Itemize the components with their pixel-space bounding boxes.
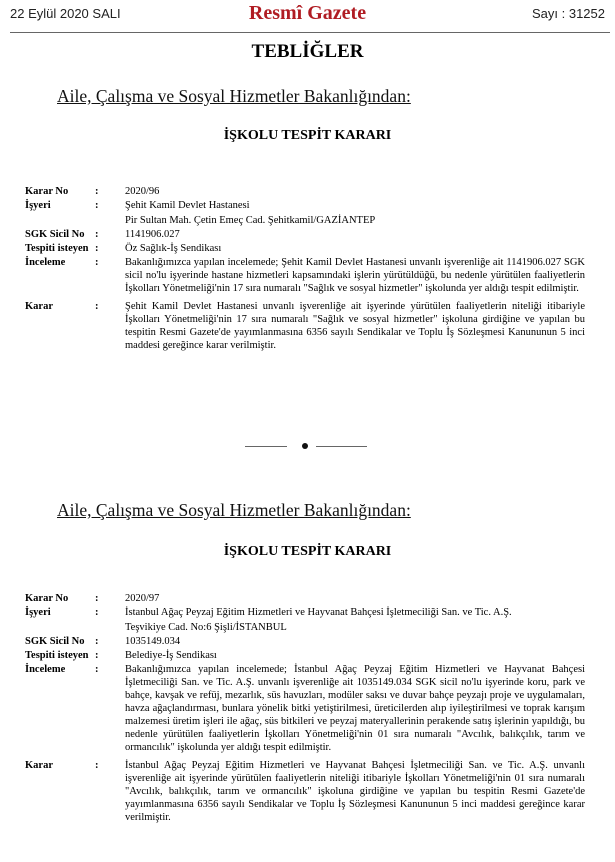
separator-line [316,446,367,447]
field-colon: : [95,243,99,254]
field-karar [25,300,585,352]
separator-dot-icon [302,443,308,449]
field-value: 1035149.034 [125,636,181,647]
issue-number: Sayı : 31252 [532,6,605,21]
field-inceleme [25,663,585,754]
field-label: Karar [25,301,53,312]
field-inceleme [25,256,585,295]
field-value-group [125,199,585,227]
separator-line [245,446,287,447]
field-colon: : [95,636,99,647]
field-label: Karar No [25,186,69,197]
gazette-header [0,0,615,34]
gazette-title: Resmî Gazete [248,2,367,24]
field-label: Tespiti isteyen [25,243,89,254]
field-value: 1141906.027 [125,229,180,240]
field-label: SGK Sicil No [25,636,85,647]
field-karar-no [25,592,585,605]
field-value: 2020/97 [125,593,160,604]
field-label: İşyeri [25,607,51,618]
field-tespiti-isteyen [25,649,585,662]
field-label: İşyeri [25,200,51,211]
field-colon: : [95,301,99,312]
field-colon: : [95,760,99,771]
field-label: Karar [25,760,53,771]
field-value: Belediye-İş Sendikası [125,650,217,661]
field-colon: : [95,229,99,240]
field-value: Bakanlığımızca yapılan incelemede; İstanbul Ağaç Peyzaj Eğitim Hizmetleri ve Hayvanat Bahçesi İşletmeciliği San. ve Tic. A.Ş. unvanlı işverenliğe ait 1035149.034 SGK sicil no'lu işyerinde koru, park ve bahçe, kavşak ve refüj, mezarlık, süs havuzları, modüler saksı ve duvar bahçe peyzajı proje ve uygulamaları, havza ağaçlandırması, bunlara yönelik bitki yetiştirilmesi, üreticilerden alıp iyileştirilmesi ve toprak karışım malzemesi üretim işleri ile ağaç, süs bitkileri ve peyzaj materyallerinin perakende satış işlerinin yapıldığı, bu nedenle yürütülen faaliyetlerin İşkolları Yönetmeliği'nin 01 sıra numaralı "Avcılık, balıkçılık, tarım ve ormancılık" işkolunda yer aldığı tespit edilmiştir. [125,664,585,753]
decision-title: İŞKOLU TESPİT KARARI [223,128,392,143]
field-colon: : [95,607,99,618]
field-isyeri [25,199,585,227]
field-colon: : [95,650,99,661]
field-label: Tespiti isteyen [25,650,89,661]
field-colon: : [95,257,99,268]
field-colon: : [95,186,99,197]
field-label: Karar No [25,593,69,604]
field-label: İnceleme [25,664,66,675]
field-value: 2020/96 [125,186,160,197]
field-isyeri [25,606,585,634]
field-label: SGK Sicil No [25,229,85,240]
field-value: Şehit Kamil Devlet Hastanesi [125,200,250,211]
field-colon: : [95,200,99,211]
field-value-group [125,606,585,634]
field-karar [25,759,585,824]
field-address: Pir Sultan Mah. Çetin Emeç Cad. Şehitkamil/GAZİANTEP [125,215,376,226]
field-tespiti-isteyen [25,242,585,255]
section-title: TEBLİĞLER [251,41,364,62]
field-label: İnceleme [25,257,66,268]
field-colon: : [95,593,99,604]
field-address: Teşvikiye Cad. No:6 Şişli/İSTANBUL [125,622,287,633]
field-value: Şehit Kamil Devlet Hastanesi unvanlı işverenliğe ait işyerinde yürütülen faaliyetlerin niteliği itibariyle İşkolları Yönetmeliği'nin 17 sıra numaralı "Sağlık ve sosyal hizmetler" işkoluna girdiğine ve yapılan bu tespitin Resmi Gazete'de yayımlanmasına 6356 sayılı Sendikalar ve Toplu İş Sözleşmesi Kanununun 5 inci maddesi gereğince karar verilmiştir. [125,301,585,351]
ministry-heading: Aile, Çalışma ve Sosyal Hizmetler Bakanlığından: [57,86,411,106]
ministry-heading: Aile, Çalışma ve Sosyal Hizmetler Bakanlığından: [57,500,411,520]
decision-title: İŞKOLU TESPİT KARARI [223,544,392,559]
section-separator [0,440,615,452]
decision-fields [25,592,585,825]
field-sgk [25,228,585,241]
field-sgk [25,635,585,648]
decision-fields [25,185,585,353]
field-karar-no [25,185,585,198]
field-value: İstanbul Ağaç Peyzaj Eğitim Hizmetleri ve Hayvanat Bahçesi İşletmeciliği San. ve Tic. A.Ş. unvanlı işverenliğe ait işyerinde yürütülen faaliyetlerin niteliği itibariyle İşkolları Yönetmeliği'nin 01 sıra numaralı "Avcılık, balıkçılık, tarım ve ormancılık" işkoluna girdiğine ve yapılan bu tespitin Resmi Gazete'de yayımlanmasına 6356 sayılı Sendikalar ve Toplu İş Sözleşmesi Kanununun 5 inci maddesi gereğince karar verilmiştir. [125,760,585,823]
field-value: Öz Sağlık-İş Sendikası [125,243,222,254]
field-colon: : [95,664,99,675]
header-divider [10,32,610,33]
field-value: Bakanlığımızca yapılan incelemede; Şehit Kamil Devlet Hastanesi unvanlı işverenliğe ait 1141906.027 SGK sicil no'lu işyerinde hastane hizmetleri kapsamındaki işlerin yürütüldüğü, bu nedenle yürütülen faaliyetlerin İşkolları Yönetmeliği'nin 17 sıra numaralı "Sağlık ve sosyal hizmetler" işkolunda yer aldığı tespit edilmiştir. [125,257,585,294]
issue-date: 22 Eylül 2020 SALI [10,6,121,21]
field-value: İstanbul Ağaç Peyzaj Eğitim Hizmetleri ve Hayvanat Bahçesi İşletmeciliği San. ve Tic. A.Ş. [125,607,512,618]
